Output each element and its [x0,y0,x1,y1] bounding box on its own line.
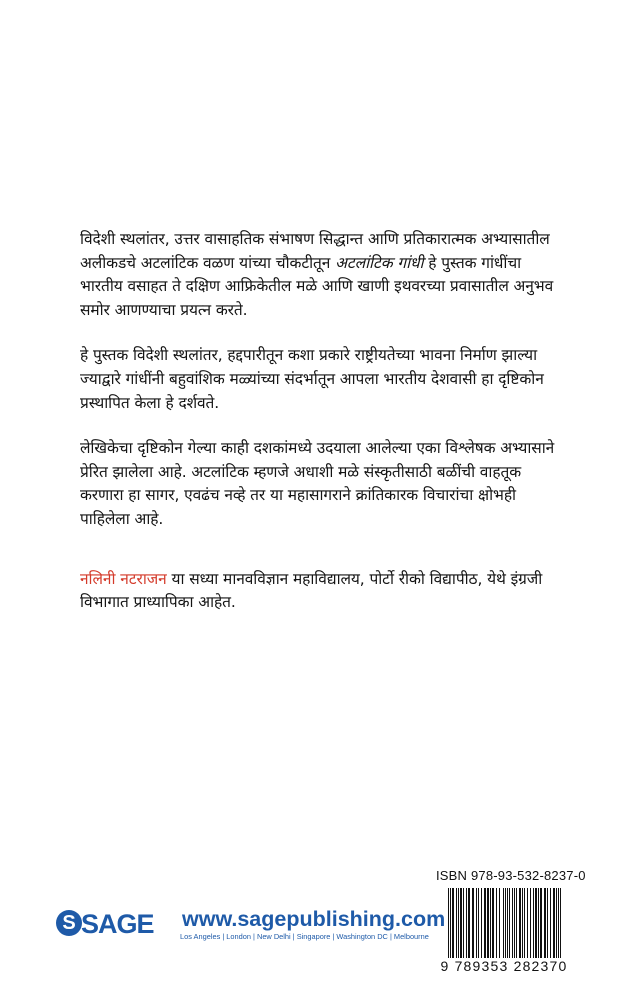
publisher-website[interactable]: www.sagepublishing.com [182,907,446,931]
sage-logo-text: SAGE [81,909,154,939]
barcode-bar [547,888,548,958]
barcode-bar [484,888,486,958]
barcode-bar [505,888,506,966]
author-bio [80,568,568,615]
barcode-bar [448,888,449,966]
barcode-bar [544,888,546,958]
barcode-bar [466,888,467,958]
barcode-bar [524,888,525,958]
isbn-block [436,868,586,974]
barcode-bar [558,888,559,966]
isbn-barcode [436,888,572,974]
blurb-paragraph-2: हे पुस्तक विदेशी स्थलांतर, हद्दपारीतून कशा प्रकारे राष्ट्रीयतेच्या भावना निर्माण झाल्या ज्याद्वारे गांधींनी बहुवांशिक मळ्यांच्या संदर्भातून आपला भारतीय देशवासी हा दृष्टिकोन प्रस्थापित केला हे दर्शवते. [80,346,544,412]
barcode-bar [516,888,517,958]
blurb-paragraph-1-start: विदेशी स्थलांतर, उत्तर वासाहतिक संभाषण सिद्धान्त आणि प्रतिकारात्मक अभ्यासातील अलीकडचे अटलांटिक वळण यांच्या चौकटीतून [80,230,550,272]
barcode-bar [490,888,491,958]
barcode-digits: 9 789353 282370 [440,958,568,974]
barcode-bar [468,888,470,958]
barcode-bar [522,888,523,958]
blurb-paragraph-1-end: हे पुस्तक गांधींचा भारतीय वसाहत ते दक्षिण आफ्रिकेतील मळे आणि खाणी इथवरच्या प्रवासातील अनुभव समोर आणण्याचा प्रयत्न करते. [80,253,554,319]
barcode-bar [487,888,489,958]
sage-logo [56,908,154,940]
barcode-bar [553,888,555,958]
sage-logo-circle [56,910,82,936]
barcode-bar [550,888,551,958]
barcode-bar [560,888,561,966]
barcode-bar [530,888,531,958]
barcode-bar [540,888,542,958]
barcode-bar [527,888,528,958]
author-bio-text: या सध्या मानवविज्ञान महाविद्यालय, पोर्टो रीको विद्यापीठ, येथे इंग्रजी विभागात प्राध्यापिका आहेत. [80,569,543,612]
barcode-bar [456,888,457,958]
barcode-bar [460,888,462,958]
publisher-cities: Los Angeles | London | New Delhi | Singapore | Washington DC | Melbourne [180,932,429,941]
barcode-bar [535,888,537,958]
isbn-label: ISBN 978-93-532-8237-0 [436,868,586,883]
barcode-bar [499,888,500,958]
barcode-bars [448,888,561,966]
barcode-bar [496,888,497,958]
barcode-bar [503,888,504,966]
barcode-bar [519,888,521,958]
barcode-bar [507,888,508,958]
barcode-bar [514,888,515,958]
blurb-text [80,228,568,637]
barcode-bar [492,888,494,958]
barcode-bar [533,888,534,958]
barcode-bar [481,888,482,958]
sage-logo-initial: S [62,912,76,934]
barcode-bar [512,888,513,958]
barcode-bar [452,888,454,958]
barcode-bar [556,888,557,958]
barcode-bar [450,888,451,966]
book-title: अटलांटिक गांधी [335,253,424,272]
barcode-bar [509,888,510,958]
barcode-bar [463,888,464,958]
blurb-paragraph-1 [80,228,568,322]
barcode-bar [476,888,477,958]
barcode-bar [472,888,474,958]
barcode-bar [478,888,479,958]
blurb-paragraph-3: लेखिकेचा दृष्टिकोन गेल्या काही दशकांमध्ये उदयाला आलेल्या एका विश्लेषक अभ्यासाने प्रेरित झालेला आहे. अटलांटिक म्हणजे अधाशी मळे संस्कृतीसाठी बळींची वाहतूक करणारा हा सागर, एवढंच नव्हे तर या महासागराने क्रांतिकारक विचारांचा क्षोभही पाहिलेला आहे. [80,439,555,528]
barcode-bar [538,888,539,958]
author-name: नलिनी नटराजन [80,569,167,588]
barcode-bar [458,888,459,958]
